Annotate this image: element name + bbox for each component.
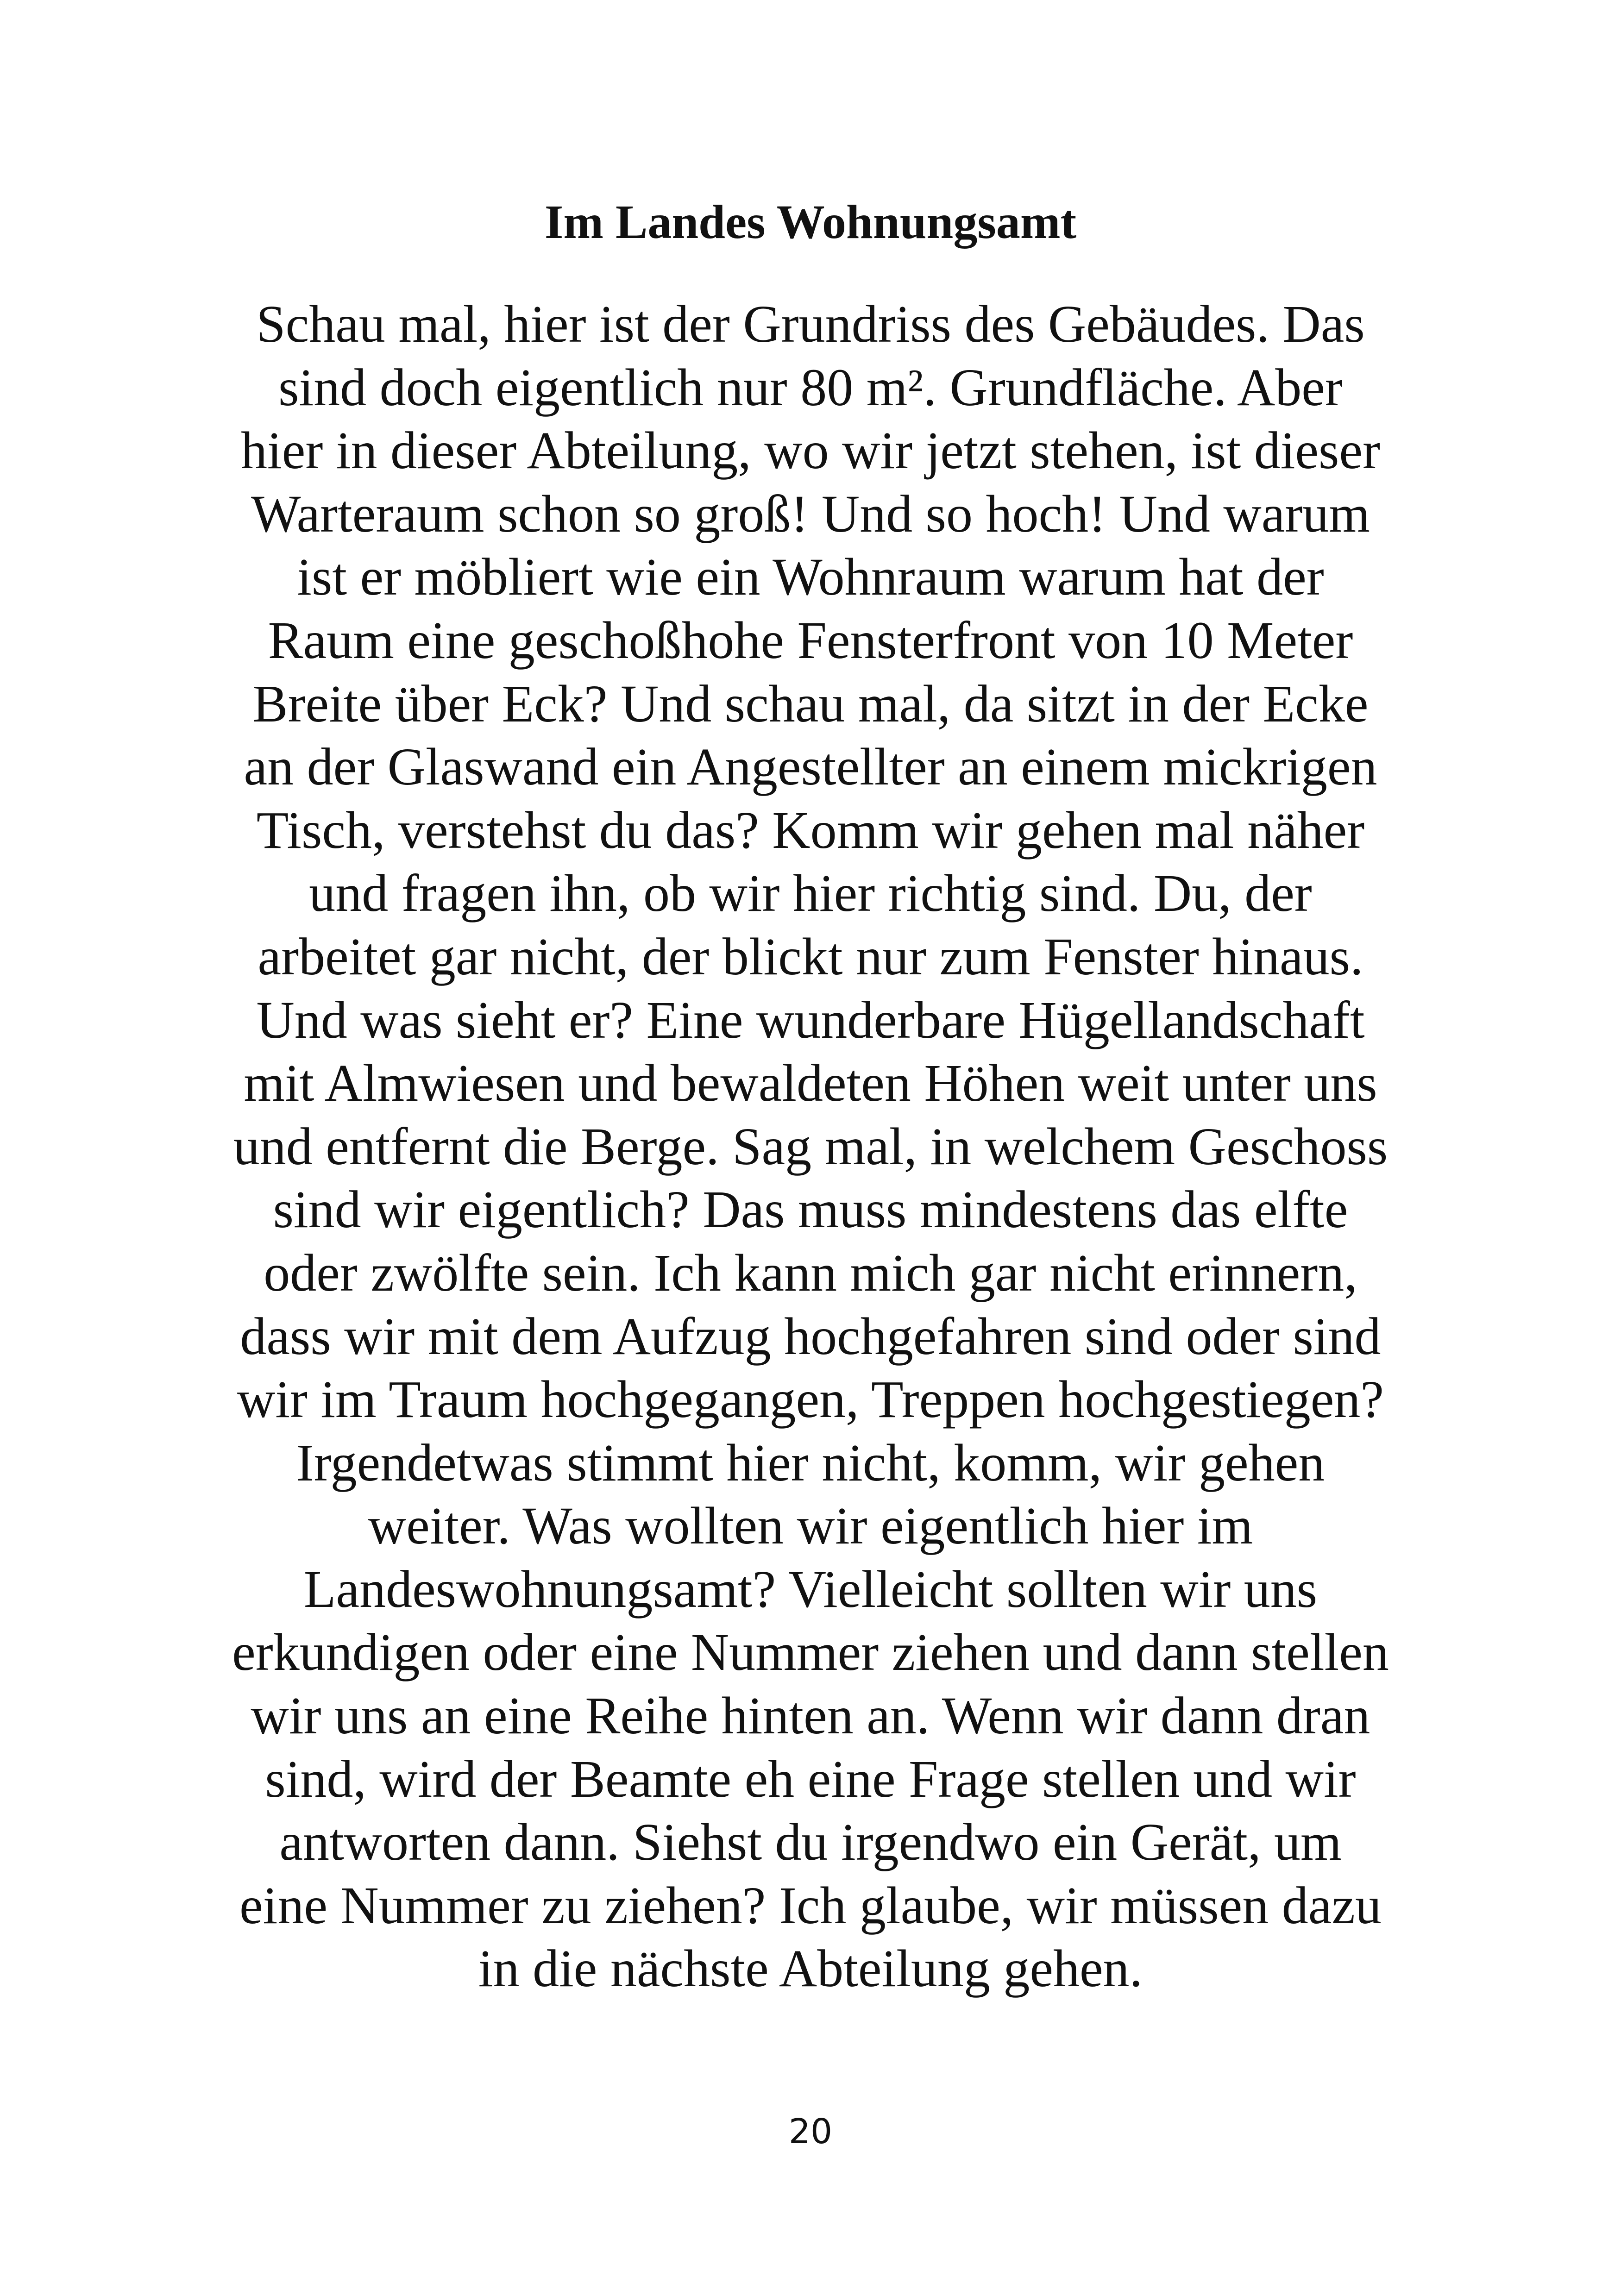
text-line: in die nächste Abteilung gehen. [478, 1939, 1143, 1998]
text-line: Tisch, verstehst du das? Komm wir gehen mal näher [256, 800, 1365, 859]
text-line: weiter. Was wollten wir eigentlich hier im [368, 1496, 1253, 1556]
text-line: Raum eine geschoßhohe Fensterfront von 10 Meter [268, 610, 1353, 670]
text-line: antworten dann. Siehst du irgendwo ein Gerät, um [279, 1813, 1342, 1872]
text-line: wir uns an eine Reihe hinten an. Wenn wir dann dran [251, 1686, 1370, 1745]
text-line: mit Almwiesen und bewaldeten Höhen weit unter uns [244, 1054, 1377, 1113]
text-line: wir im Traum hochgegangen, Treppen hochgestiegen? [237, 1370, 1384, 1429]
page-title: Im Landes Wohnungsamt [544, 195, 1077, 249]
text-line: arbeitet gar nicht, der blickt nur zum Fenster hinaus. [258, 927, 1363, 986]
text-line: ist er möbliert wie ein Wohnraum warum hat der [297, 547, 1324, 607]
text-line: Irgendetwas stimmt hier nicht, komm, wir gehen [296, 1433, 1325, 1492]
text-line: Warteraum schon so groß! Und so hoch! Und warum [251, 484, 1370, 543]
text-line: Landeswohnungsamt? Vielleicht sollten wir uns [303, 1559, 1318, 1618]
text-line: Schau mal, hier ist der Grundriss des Gebäudes. Das [256, 295, 1365, 353]
text-line: sind, wird der Beamte eh eine Frage stellen und wir [265, 1749, 1356, 1808]
text-line: hier in dieser Abteilung, wo wir jetzt stehen, ist dieser [241, 421, 1380, 480]
text-line: eine Nummer zu ziehen? Ich glaube, wir müssen dazu [239, 1876, 1382, 1935]
text-line: und entfernt die Berge. Sag mal, in welchem Geschoss [233, 1117, 1388, 1176]
text-line: und fragen ihn, ob wir hier richtig sind. Du, der [309, 864, 1312, 923]
text-line: erkundigen oder eine Nummer ziehen und dann stellen [232, 1623, 1389, 1682]
text-line: sind doch eigentlich nur 80 m². Grundfläche. Aber [278, 358, 1343, 417]
text-line: Breite über Eck? Und schau mal, da sitzt in der Ecke [252, 674, 1369, 733]
text-line: an der Glaswand ein Angestellter an einem mickrigen [244, 737, 1377, 797]
text-line: dass wir mit dem Aufzug hochgefahren sind oder sind [240, 1306, 1381, 1366]
text-line: oder zwölfte sein. Ich kann mich gar nicht erinnern, [264, 1243, 1357, 1302]
body-paragraph [0, 293, 1621, 2001]
text-line: Und was sieht er? Eine wunderbare Hügellandschaft [256, 990, 1365, 1049]
text-line: sind wir eigentlich? Das muss mindestens das elfte [273, 1180, 1348, 1239]
page-number: 20 [788, 2112, 833, 2152]
